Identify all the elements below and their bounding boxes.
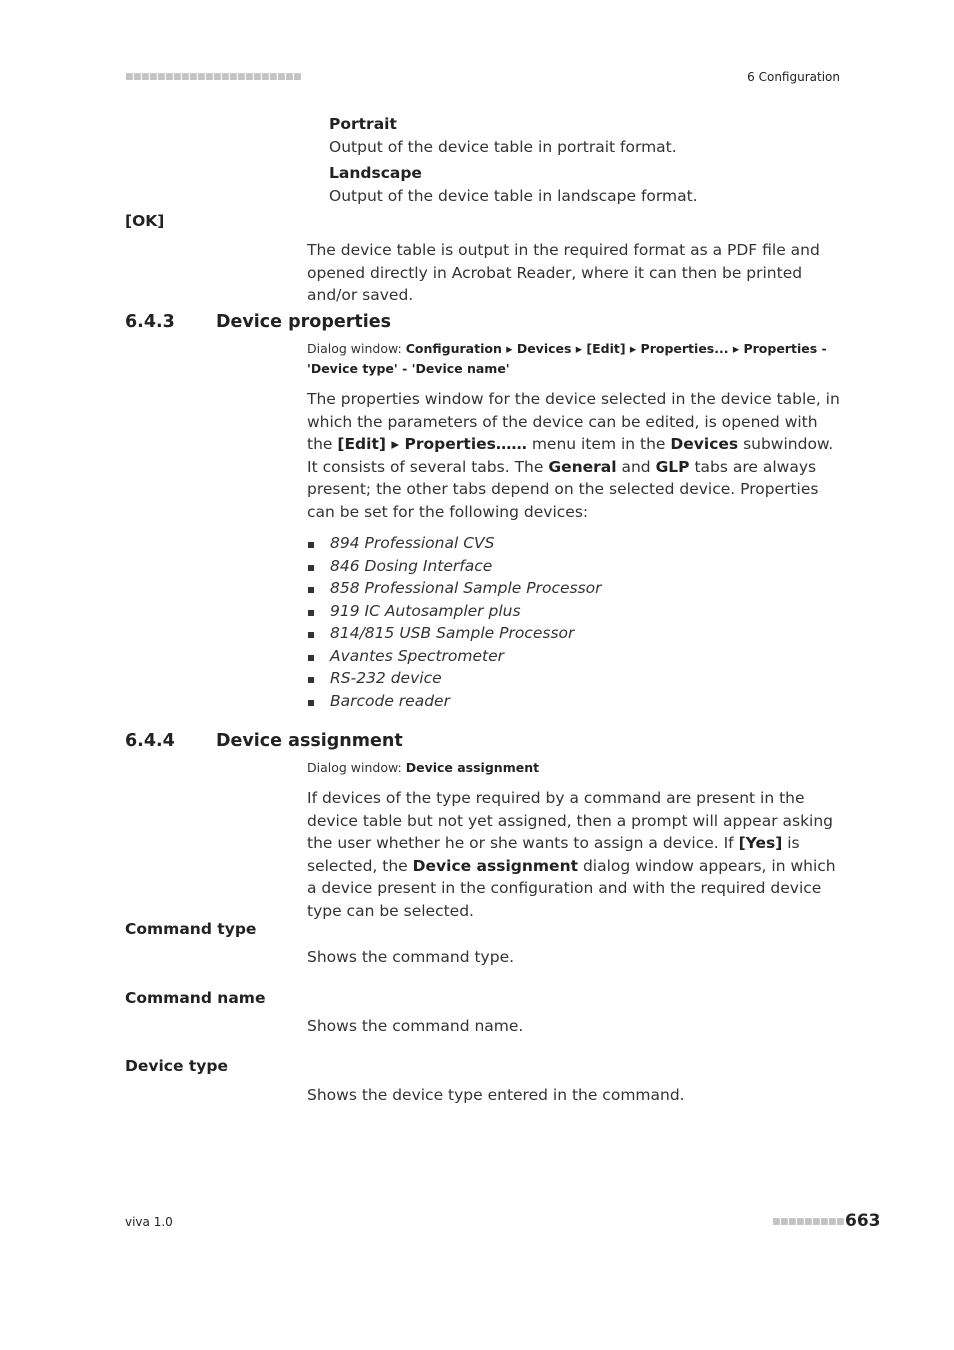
header-decoration: ■■■■■■■■■■■■■■■■■■■■■■ — [125, 72, 302, 82]
section-heading-6-4-4 — [125, 731, 403, 751]
list-item: 814/815 USB Sample Processor — [307, 622, 847, 645]
landscape-term: Landscape — [329, 164, 422, 182]
dialog-path-6-4-4 — [307, 758, 847, 778]
list-item: 858 Professional Sample Processor — [307, 577, 847, 600]
list-item: 894 Professional CVS — [307, 532, 847, 555]
device-assignment-ref: Device assignment — [412, 856, 579, 875]
glp-tab-ref: GLP — [655, 457, 690, 476]
dialog-label: Dialog window: — [307, 760, 406, 775]
list-item: Avantes Spectrometer — [307, 645, 847, 668]
ok-desc: The device table is output in the required format as a PDF file and opened directly in Acrobat Reader, where it can then be printed and/or saved. — [307, 241, 820, 304]
paragraph-device-assignment — [307, 787, 847, 922]
text-run: tabs are always present; the other tabs depend on the selected device. Properties can be set for the following devices: — [307, 457, 819, 521]
section-number: 6.4.4 — [125, 731, 175, 751]
text-run: The properties window for the device selected in the device table, in which the parameters of the device can be edited, is opened with the — [307, 390, 840, 453]
text-run: menu item in the — [526, 435, 671, 453]
text-run: If devices of the type required by a command are present in the device table but not yet assigned, then a prompt will appear asking the user whether he or she wants to assign a device. If — [307, 789, 834, 852]
field-desc-device-type: Shows the device type entered in the command. — [307, 1086, 685, 1104]
dialog-path-6-4-3 — [307, 339, 847, 379]
footer-decoration: ■■■■■■■■■ — [772, 1217, 845, 1227]
list-item: RS-232 device — [307, 667, 847, 690]
text-run: dialog window appears, in which a device present in the configuration and with the required device type can be selected. — [307, 856, 836, 920]
device-list — [307, 532, 847, 712]
dialog-label: Dialog window: — [307, 341, 406, 356]
field-term-command-name: Command name — [125, 989, 266, 1007]
portrait-term: Portrait — [329, 115, 397, 133]
section-heading-6-4-3 — [125, 312, 391, 332]
footer-product: viva 1.0 — [125, 1215, 173, 1229]
page-number: 663 — [845, 1211, 881, 1231]
portrait-desc: Output of the device table in portrait format. — [329, 137, 677, 156]
list-item: 919 IC Autosampler plus — [307, 600, 847, 623]
list-item: 846 Dosing Interface — [307, 555, 847, 578]
section-number: 6.4.3 — [125, 312, 175, 332]
field-desc-command-name: Shows the command name. — [307, 1017, 524, 1035]
section-title: Device assignment — [216, 731, 403, 751]
text-run: and — [616, 457, 656, 476]
dialog-path: Device assignment — [405, 760, 540, 775]
text-run: is selected, the — [307, 834, 800, 875]
dialog-path: Configuration ▸ Devices ▸ [Edit] ▸ Properties... ▸ Properties - 'Device type' - 'Device name' — [307, 341, 827, 376]
chapter-header: 6 Configuration — [747, 70, 840, 84]
list-item: Barcode reader — [307, 690, 847, 713]
field-term-device-type: Device type — [125, 1057, 229, 1075]
text-run: subwindow. It consists of several tabs. The — [307, 435, 834, 476]
section-title: Device properties — [216, 312, 391, 332]
paragraph-device-properties — [307, 388, 847, 523]
landscape-desc: Output of the device table in landscape format. — [329, 186, 698, 205]
field-term-command-type: Command type — [125, 920, 257, 938]
ok-term: [OK] — [125, 212, 165, 230]
portrait-entry — [329, 113, 849, 158]
general-tab-ref: General — [548, 457, 617, 476]
devices-ref: Devices — [670, 435, 739, 453]
menu-path: [Edit] ▸ Properties…… — [337, 435, 527, 453]
field-desc-command-type: Shows the command type. — [307, 948, 515, 966]
yes-ref: [Yes] — [738, 834, 783, 852]
landscape-entry — [329, 162, 849, 207]
